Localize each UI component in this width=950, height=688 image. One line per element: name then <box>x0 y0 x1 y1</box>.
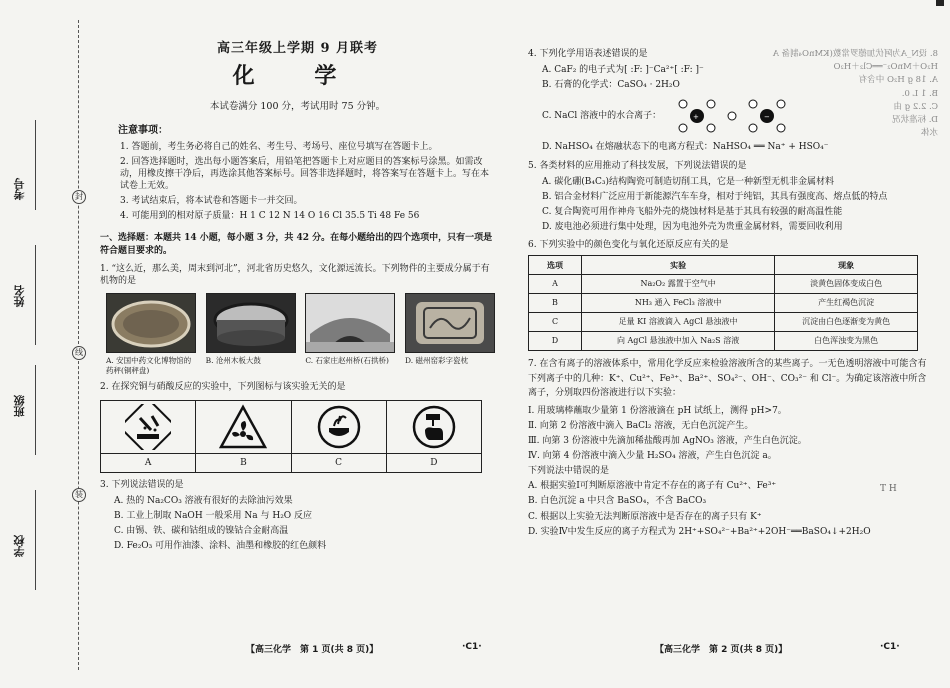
question-4-stem: 4. 下列化学用语表述错误的是 <box>528 49 648 59</box>
table-row <box>529 332 918 351</box>
binding-margin <box>0 0 86 688</box>
svg-text:−: − <box>764 113 771 122</box>
table-header: 实验 <box>582 256 775 275</box>
question-7-step: Ⅱ. 向第 2 份溶液中滴入 BaCl₂ 溶液，无白色沉淀产生。 <box>528 420 754 431</box>
ghost-line: C. 2.2 g 由 <box>893 101 938 112</box>
label-school: 学校 <box>13 535 26 557</box>
icon-label: A <box>144 457 152 468</box>
notice-heading: 注意事项： <box>118 125 168 137</box>
question-7-option: B. 白色沉淀 a 中只含 BaSO₄，不含 BaCO₃ <box>528 496 707 507</box>
label-class: 班级 <box>13 395 26 417</box>
label-exam-number: 考号 <box>13 178 26 200</box>
table-row <box>529 313 918 332</box>
table-cell: 白色浑浊变为黑色 <box>775 332 918 351</box>
question-2-icon-table <box>100 400 482 473</box>
photo-option-c <box>305 293 395 376</box>
porcelain-pillow-image <box>405 293 495 353</box>
question-7-step: Ⅰ. 用玻璃棒蘸取少量第 1 份溶液滴在 pH 试纸上，测得 pH>7。 <box>528 405 787 416</box>
question-7-option: A. 根据实验Ⅰ可判断原溶液中肯定不存在的离子有 Cu²⁺、Fe³⁺ <box>528 481 777 492</box>
name-write-line <box>35 245 36 345</box>
ghost-line: A. 18 g H₂O 中含有 <box>858 75 938 86</box>
table-cell: B <box>529 294 582 313</box>
wooden-drum-image <box>206 293 296 353</box>
svg-text:+: + <box>693 113 700 122</box>
question-4-option-d: D. NaHSO₄ 在熔融状态下的电离方程式：NaHSO₄ ══ Na⁺ + HSO₄⁻ <box>542 142 829 153</box>
photo-caption: A. 安国中药文化博物馆的药秤(铜秤盘) <box>106 355 192 375</box>
icon-label: C <box>335 457 343 468</box>
table-cell: 足量 KI 溶液滴入 AgCl 悬浊液中 <box>582 313 775 332</box>
photo-caption: D. 磁州窑彩字瓷枕 <box>404 355 468 365</box>
question-3-option: B. 工业上制取 NaOH 一般采用 Na 与 H₂O 反应 <box>114 511 313 522</box>
heating-flame-icon <box>292 401 386 454</box>
table-row <box>529 294 918 313</box>
question-7-step: Ⅲ. 向第 3 份溶液中先滴加稀盐酸再加 AgNO₃ 溶液，产生白色沉淀。 <box>528 435 807 446</box>
class-write-line <box>35 365 36 455</box>
corrosive-icon <box>101 401 195 454</box>
table-cell: 淡黄色固体变成白色 <box>775 275 918 294</box>
table-cell: Na₂O₂ 露置于空气中 <box>582 275 775 294</box>
stone-arch-bridge-image <box>305 293 395 353</box>
page-1-footer: 【高三化学 第 1 页(共 8 页)】 <box>246 645 379 655</box>
table-cell: NH₃ 通入 FeCl₃ 溶液中 <box>582 294 775 313</box>
photo-option-d <box>405 293 495 376</box>
table-cell: 产生红褐色沉淀 <box>775 294 918 313</box>
question-7-option: D. 实验Ⅳ中发生反应的离子方程式为 2H⁺+SO₄²⁻+Ba²⁺+2OH⁻══BaSO₄↓+2H₂O <box>528 526 871 537</box>
page-1 <box>100 40 495 555</box>
seal-char: 线 <box>72 346 86 360</box>
question-3-option: A. 热的 Na₂CO₃ 溶液有很好的去除油污效果 <box>114 495 293 506</box>
section-1-heading: 一、选择题：本题共 14 小题，每小题 3 分，共 42 分。在每小题给出的四个选项中，只有一项是符合题目要求的。 <box>100 233 493 256</box>
table-header: 选项 <box>529 256 582 275</box>
ghost-line: 水体 <box>920 128 938 139</box>
photo-option-a <box>106 293 196 376</box>
question-3-option: D. Fe₂O₃ 可用作油漆、涂料、油墨和橡胶的红色颜料 <box>114 541 327 552</box>
notice-item: 2. 回答选择题时，选出每小题答案后，用铅笔把答题卡上对应题目的答案标号涂黑。如需改动，用橡皮擦干净后，再选涂其他答案标号。回答非选择题时，将答案写在答题卡上。写在本试卷上无效。 <box>120 156 490 191</box>
photo-caption: B. 沧州木板大鼓 <box>205 355 261 365</box>
ghost-line: H₂O＋MnO₂⁻══Cl₂＋H₂O <box>833 62 938 73</box>
table-header-row <box>529 256 918 275</box>
exam-title: 高三年级上学期 9 月联考 <box>216 41 379 56</box>
option-c-text: C. NaCl 溶液中的水合离子： <box>542 111 662 122</box>
ghost-line: B. 1 L 0. <box>901 88 938 99</box>
subject-title: 化 学 <box>232 62 363 89</box>
question-3-option: C. 由锡、铁、碳和钴组成的镍钴合金耐高温 <box>114 526 289 537</box>
school-write-line <box>35 490 36 590</box>
table-row <box>529 275 918 294</box>
label-name: 姓名 <box>13 285 26 307</box>
icon-label: D <box>430 457 438 468</box>
seal-char: 封 <box>72 190 86 204</box>
exam-meta: 本试卷满分 100 分，考试用时 75 分钟。 <box>209 101 386 113</box>
table-cell: D <box>529 332 582 351</box>
corner-mark <box>936 0 944 6</box>
question-1-stem: 1. “这么近，那么美，周末到河北”，河北省历史悠久，文化源远流长。下列物件的主要成分属于有机物的是 <box>100 263 490 286</box>
binding-cut-line <box>78 20 79 670</box>
question-6-table <box>528 255 918 351</box>
question-5-stem: 5. 各类材料的应用推动了科技发展，下列说法错误的是 <box>528 160 747 171</box>
question-7-stem: 7. 在含有离子的溶液体系中，常用化学反应来检验溶液所含的某些离子。一无色透明溶液中可能含有下列离子中的几种：K⁺、Cu²⁺、Fe³⁺、Ba²⁺、SO₄²⁻、OH⁻、CO₃²⁻ 和 Cl⁻。为确定该溶液中所含离子，分别取四份溶液进行以下实验： <box>528 359 927 399</box>
question-7-step: Ⅳ. 向第 4 份溶液中滴入少量 H₂SO₄ 溶液，产生白色沉淀 a。 <box>528 451 777 461</box>
notice-item: 4. 可能用到的相对原子质量：H 1 C 12 N 14 O 16 Cl 35.5 Ti 48 Fe 56 <box>120 211 420 222</box>
question-7-option: C. 根据以上实验无法判断原溶液中是否存在的离子只有 K⁺ <box>528 511 762 522</box>
brass-scale-pan-image <box>106 293 196 353</box>
question-5-option: C. 复合陶瓷可用作神舟飞船外壳的烧蚀材料是基于其具有较强的耐高温性能 <box>542 206 843 217</box>
question-4-option-a: A. CaF₂ 的电子式为[ :F: ]⁻Ca²⁺[ :F: ]⁻ <box>542 65 704 76</box>
bleed-through-text <box>738 48 938 140</box>
table-cell: A <box>529 275 582 294</box>
icon-label: B <box>240 457 247 468</box>
table-cell: 沉淀由白色逐渐变为黄色 <box>775 313 918 332</box>
question-3-stem: 3. 下列说法错误的是 <box>100 479 184 490</box>
ventilation-fan-icon <box>196 401 290 454</box>
seal-char: 装 <box>72 488 86 502</box>
question-2-stem: 2. 在探究铜与硝酸反应的实验中，下列图标与该实验无关的是 <box>100 382 346 393</box>
exam-number-write-line <box>35 120 36 210</box>
question-1-photos <box>106 293 495 376</box>
ghost-line: D. 标准状况 <box>892 114 938 125</box>
ghost-line: 8. 设N_A为阿伏加德罗常数(KMnO₄制备 A <box>772 49 938 59</box>
table-cell: 向 AgCl 悬浊液中加入 Na₂S 溶液 <box>582 332 775 351</box>
table-header: 现象 <box>775 256 918 275</box>
table-cell: C <box>529 313 582 332</box>
question-5-option: B. 铝合金材料广泛应用于新能源汽车车身，相对于纯铝，其具有强度高、熔点低的特点 <box>542 191 888 202</box>
hand-washing-icon <box>387 401 481 454</box>
bleed-through-tail: T H <box>880 484 897 494</box>
notice-item: 3. 考试结束后，将本试卷和答题卡一并交回。 <box>120 196 303 207</box>
photo-caption: C. 石家庄赵州桥(石拱桥) <box>305 355 389 365</box>
question-4-option-b: B. 石膏的化学式：CaSO₄ · 2H₂O <box>542 80 680 91</box>
notice-item: 1. 答题前，考生务必将自己的姓名、考生号、考场号、座位号填写在答题卡上。 <box>120 141 438 152</box>
question-5-option: D. 废电池必须进行集中处理，因为电池外壳为贵重金属材料，需要回收利用 <box>542 222 843 233</box>
question-5-option: A. 碳化硼(B₄C₃)结构陶瓷可制造切削工具，它是一种新型无机非金属材料 <box>542 176 834 187</box>
page-1-code: ·C1· <box>462 642 482 652</box>
question-7-prompt: 下列说法中错误的是 <box>528 466 610 477</box>
photo-option-b <box>206 293 296 376</box>
page-2-code: ·C1· <box>880 642 900 652</box>
question-6-stem: 6. 下列实验中的颜色变化与氧化还原反应有关的是 <box>528 240 729 251</box>
page-2-footer: 【高三化学 第 2 页(共 8 页)】 <box>655 645 788 655</box>
